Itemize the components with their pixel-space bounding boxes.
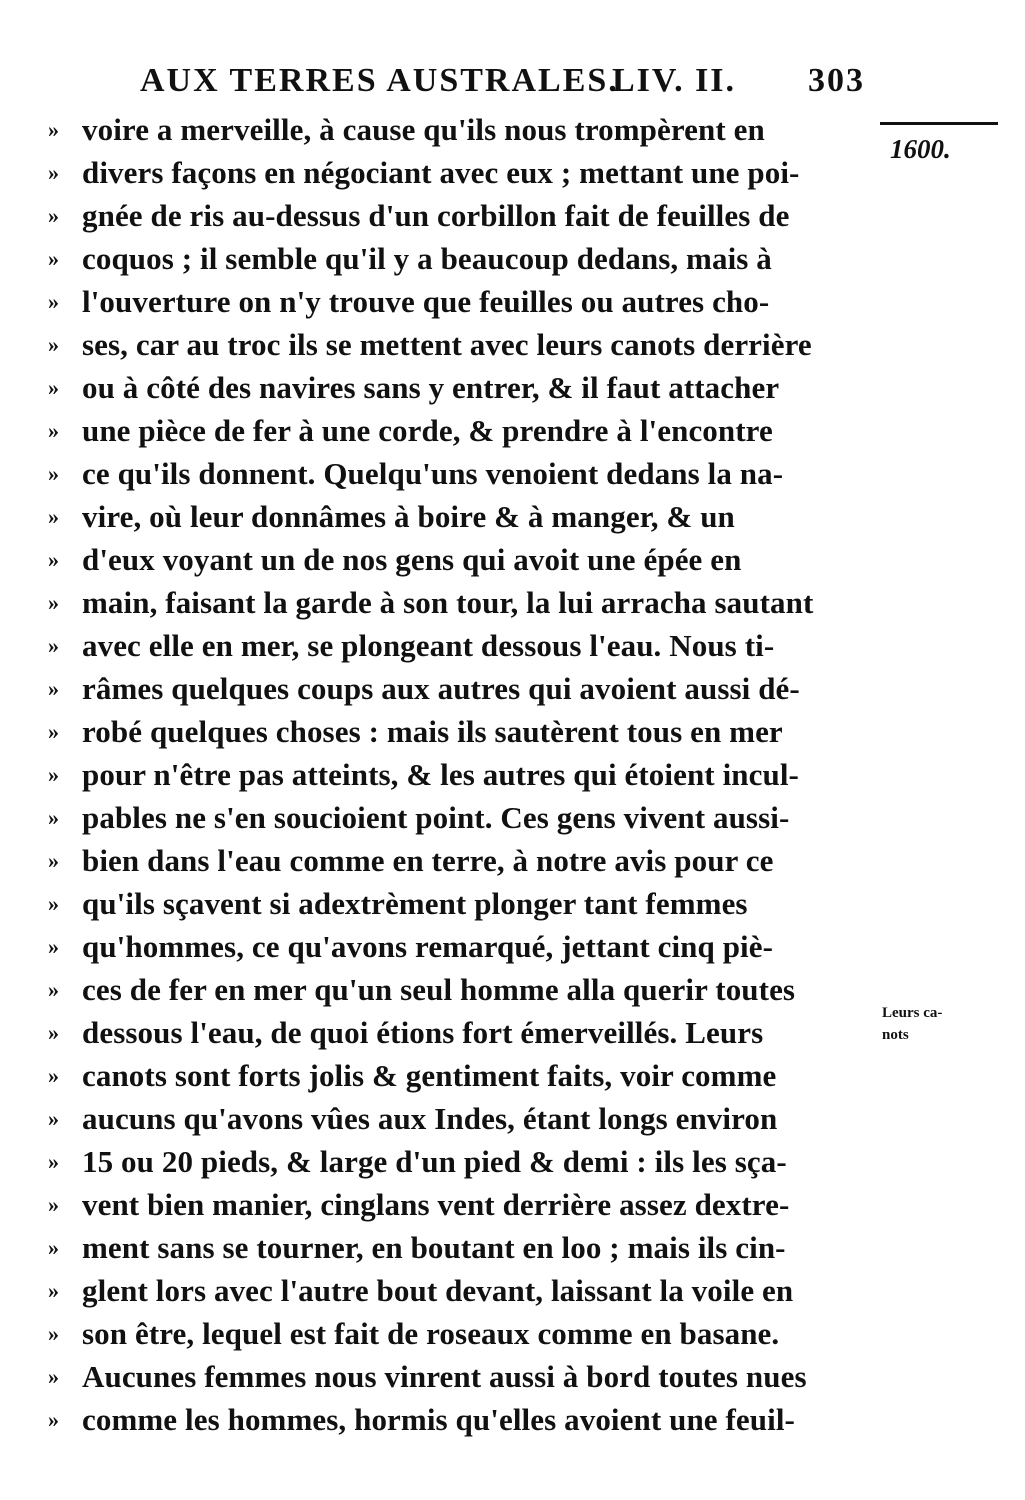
text-line xyxy=(48,1226,880,1269)
text-line-content: coquos ; il semble qu'il y a beaucoup dedans, mais à xyxy=(82,241,772,276)
quotation-mark: » xyxy=(48,590,59,615)
text-line xyxy=(48,452,880,495)
text-line xyxy=(48,710,880,753)
text-line-content: voire a merveille, à cause qu'ils nous trompèrent en xyxy=(82,112,765,147)
text-line-content: avec elle en mer, se plongeant dessous l'eau. Nous ti- xyxy=(82,628,775,663)
text-line xyxy=(48,108,880,151)
text-line xyxy=(48,1011,880,1054)
quotation-mark: » xyxy=(48,1020,59,1045)
text-line-content: son être, lequel est fait de roseaux comme en basane. xyxy=(82,1316,780,1351)
text-line xyxy=(48,1140,880,1183)
text-line-content: bien dans l'eau comme en terre, à notre avis pour ce xyxy=(82,843,774,878)
quotation-mark: » xyxy=(48,160,59,185)
quotation-mark: » xyxy=(48,676,59,701)
text-line-content: qu'ils sçavent si adextrèment plonger tant femmes xyxy=(82,886,748,921)
quotation-mark: » xyxy=(48,1149,59,1174)
text-line-content: canots sont forts jolis & gentiment faits, voir comme xyxy=(82,1058,777,1093)
text-line-content: gnée de ris au-dessus d'un corbillon fait de feuilles de xyxy=(82,198,790,233)
text-line xyxy=(48,194,880,237)
text-line xyxy=(48,409,880,452)
quotation-mark: » xyxy=(48,246,59,271)
quotation-mark: » xyxy=(48,203,59,228)
text-line xyxy=(48,1355,880,1398)
text-line xyxy=(48,624,880,667)
margin-note-line: Leurs ca- xyxy=(882,1005,943,1021)
quotation-mark: » xyxy=(48,289,59,314)
text-line xyxy=(48,1312,880,1355)
quotation-mark: » xyxy=(48,1235,59,1260)
quotation-mark: » xyxy=(48,1364,59,1389)
quotation-mark: » xyxy=(48,719,59,744)
quotation-mark: » xyxy=(48,1278,59,1303)
margin-rule xyxy=(880,122,998,125)
quotation-mark: » xyxy=(48,848,59,873)
quotation-mark: » xyxy=(48,934,59,959)
quotation-mark: » xyxy=(48,461,59,486)
text-line xyxy=(48,925,880,968)
text-line xyxy=(48,882,880,925)
text-line xyxy=(48,1269,880,1312)
text-line-content: divers façons en négociant avec eux ; mettant une poi- xyxy=(82,155,800,190)
quotation-mark: » xyxy=(48,504,59,529)
quotation-mark: » xyxy=(48,633,59,658)
quotation-mark: » xyxy=(48,332,59,357)
text-line xyxy=(48,495,880,538)
text-line xyxy=(48,1097,880,1140)
text-line xyxy=(48,796,880,839)
text-line xyxy=(48,753,880,796)
text-line xyxy=(48,968,880,1011)
text-line-content: robé quelques choses : mais ils sautèrent tous en mer xyxy=(82,714,783,749)
running-head xyxy=(140,62,880,106)
margin-year: 1600. xyxy=(890,134,951,164)
text-line-content: Aucunes femmes nous vinrent aussi à bord toutes nues xyxy=(82,1359,807,1394)
quotation-mark: » xyxy=(48,977,59,1002)
text-line xyxy=(48,237,880,280)
quotation-mark: » xyxy=(48,375,59,400)
text-line-content: main, faisant la garde à son tour, la lui arracha sautant xyxy=(82,585,814,620)
running-head-book: LIV. II. xyxy=(612,62,737,99)
text-line-content: dessous l'eau, de quoi étions fort émerveillés. Leurs xyxy=(82,1015,764,1050)
quotation-mark: » xyxy=(48,418,59,443)
text-line xyxy=(48,839,880,882)
text-line-content: pables ne s'en soucioient point. Ces gens vivent aussi- xyxy=(82,800,790,835)
quotation-mark: » xyxy=(48,1321,59,1346)
margin-note xyxy=(882,1002,1002,1046)
text-line-content: glent lors avec l'autre bout devant, laissant la voile en xyxy=(82,1273,794,1308)
text-line-content: aucuns qu'avons vûes aux Indes, étant longs environ xyxy=(82,1101,778,1136)
quotation-mark: » xyxy=(48,1106,59,1131)
quotation-mark: » xyxy=(48,805,59,830)
quotation-mark: » xyxy=(48,117,59,142)
text-line-content: 15 ou 20 pieds, & large d'un pied & demi : ils les sça- xyxy=(82,1144,787,1179)
text-line xyxy=(48,667,880,710)
text-line-content: ou à côté des navires sans y entrer, & il faut attacher xyxy=(82,370,780,405)
text-line xyxy=(48,151,880,194)
text-line-content: une pièce de fer à une corde, & prendre à l'encontre xyxy=(82,413,773,448)
text-line xyxy=(48,581,880,624)
text-line-content: vire, où leur donnâmes à boire & à manger, & un xyxy=(82,499,735,534)
quotation-mark: » xyxy=(48,1192,59,1217)
quotation-mark: » xyxy=(48,891,59,916)
text-line xyxy=(48,1054,880,1097)
text-line-content: ce qu'ils donnent. Quelqu'uns venoient dedans la na- xyxy=(82,456,784,491)
text-line xyxy=(48,538,880,581)
text-line xyxy=(48,280,880,323)
text-line-content: ces de fer en mer qu'un seul homme alla querir toutes xyxy=(82,972,796,1007)
page-number: 303 xyxy=(808,62,865,99)
text-line-content: comme les hommes, hormis qu'elles avoient une feuil- xyxy=(82,1402,795,1437)
margin-note-line: nots xyxy=(882,1027,909,1043)
text-line-content: pour n'être pas atteints, & les autres qui étoient incul- xyxy=(82,757,799,792)
text-line-content: ses, car au troc ils se mettent avec leurs canots derrière xyxy=(82,327,812,362)
text-line-content: ment sans se tourner, en boutant en loo ; mais ils cin- xyxy=(82,1230,786,1265)
text-line-content: râmes quelques coups aux autres qui avoient aussi dé- xyxy=(82,671,800,706)
text-line xyxy=(48,1183,880,1226)
running-head-title: AUX TERRES AUSTRALES. xyxy=(140,62,619,99)
text-line-content: vent bien manier, cinglans vent derrière assez dextre- xyxy=(82,1187,790,1222)
body-text xyxy=(48,108,880,1441)
text-line xyxy=(48,1398,880,1441)
quotation-mark: » xyxy=(48,547,59,572)
quotation-mark: » xyxy=(48,762,59,787)
text-line xyxy=(48,323,880,366)
text-line-content: l'ouverture on n'y trouve que feuilles ou autres cho- xyxy=(82,284,770,319)
quotation-mark: » xyxy=(48,1063,59,1088)
text-line-content: d'eux voyant un de nos gens qui avoit une épée en xyxy=(82,542,742,577)
quotation-mark: » xyxy=(48,1407,59,1432)
text-line-content: qu'hommes, ce qu'avons remarqué, jettant cinq piè- xyxy=(82,929,774,964)
text-line xyxy=(48,366,880,409)
